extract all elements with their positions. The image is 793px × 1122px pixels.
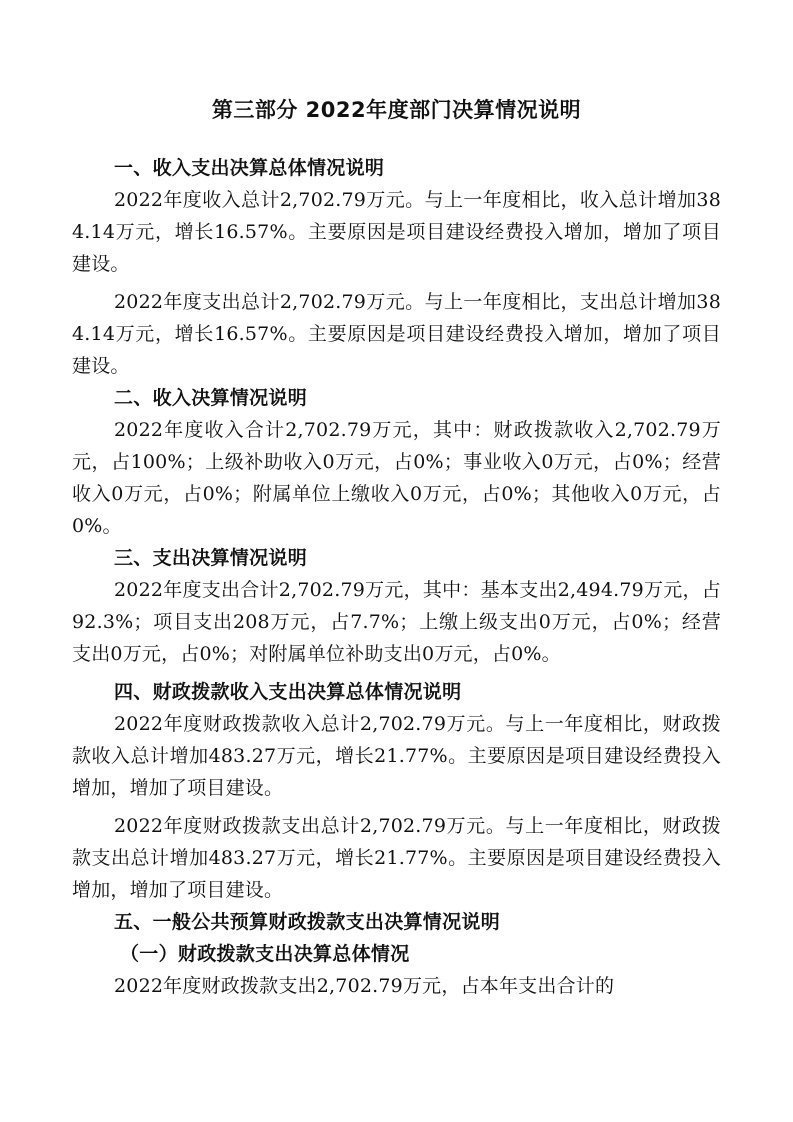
section-heading-1: 一、收入支出决算总体情况说明	[114, 157, 385, 179]
section-3-paragraph-1: 2022年度支出合计2,702.79万元，其中：基本支出2,494.79万元，占92.3%；项目支出208万元，占7.7%；上缴上级支出0万元，占0%；经营支出0万元，占0%；对附属单位补助支出0万元，占0%。	[72, 579, 721, 665]
section-2-paragraph-1: 2022年度收入合计2,702.79万元，其中：财政拨款收入2,702.79万元，占100%；上级补助收入0万元，占0%；事业收入0万元，占0%；经营收入0万元，占0%；附属单位上缴收入0万元，占0%；其他收入0万元，占0%。	[72, 419, 721, 537]
section-heading-5: 五、一般公共预算财政拨款支出决算情况说明	[114, 911, 501, 933]
subsection-heading-5-1: （一）财政拨款支出决算总体情况	[120, 943, 410, 965]
subsection-5-1-paragraph-1: 2022年度财政拨款支出2,702.79万元，占本年支出合计的	[114, 975, 615, 997]
section-1-paragraph-2: 2022年度支出总计2,702.79万元。与上一年度相比，支出总计增加384.14万元，增长16.57%。主要原因是项目建设经费投入增加，增加了项目建设。	[72, 291, 721, 377]
section-4-paragraph-1: 2022年度财政拨款收入总计2,702.79万元。与上一年度相比，财政拨款收入总计增加483.27万元，增长21.77%。主要原因是项目建设经费投入增加，增加了项目建设。	[72, 713, 721, 799]
page-title: 第三部分 2022年度部门决算情况说明	[211, 98, 582, 122]
section-1-paragraph-1: 2022年度收入总计2,702.79万元。与上一年度相比，收入总计增加384.14万元，增长16.57%。主要原因是项目建设经费投入增加，增加了项目建设。	[72, 189, 721, 275]
section-heading-3: 三、支出决算情况说明	[114, 547, 308, 569]
section-heading-2: 二、收入决算情况说明	[114, 387, 308, 409]
section-heading-4: 四、财政拨款收入支出决算总体情况说明	[114, 681, 462, 703]
section-4-paragraph-2: 2022年度财政拨款支出总计2,702.79万元。与上一年度相比，财政拨款支出总计增加483.27万元，增长21.77%。主要原因是项目建设经费投入增加，增加了项目建设。	[72, 815, 721, 901]
